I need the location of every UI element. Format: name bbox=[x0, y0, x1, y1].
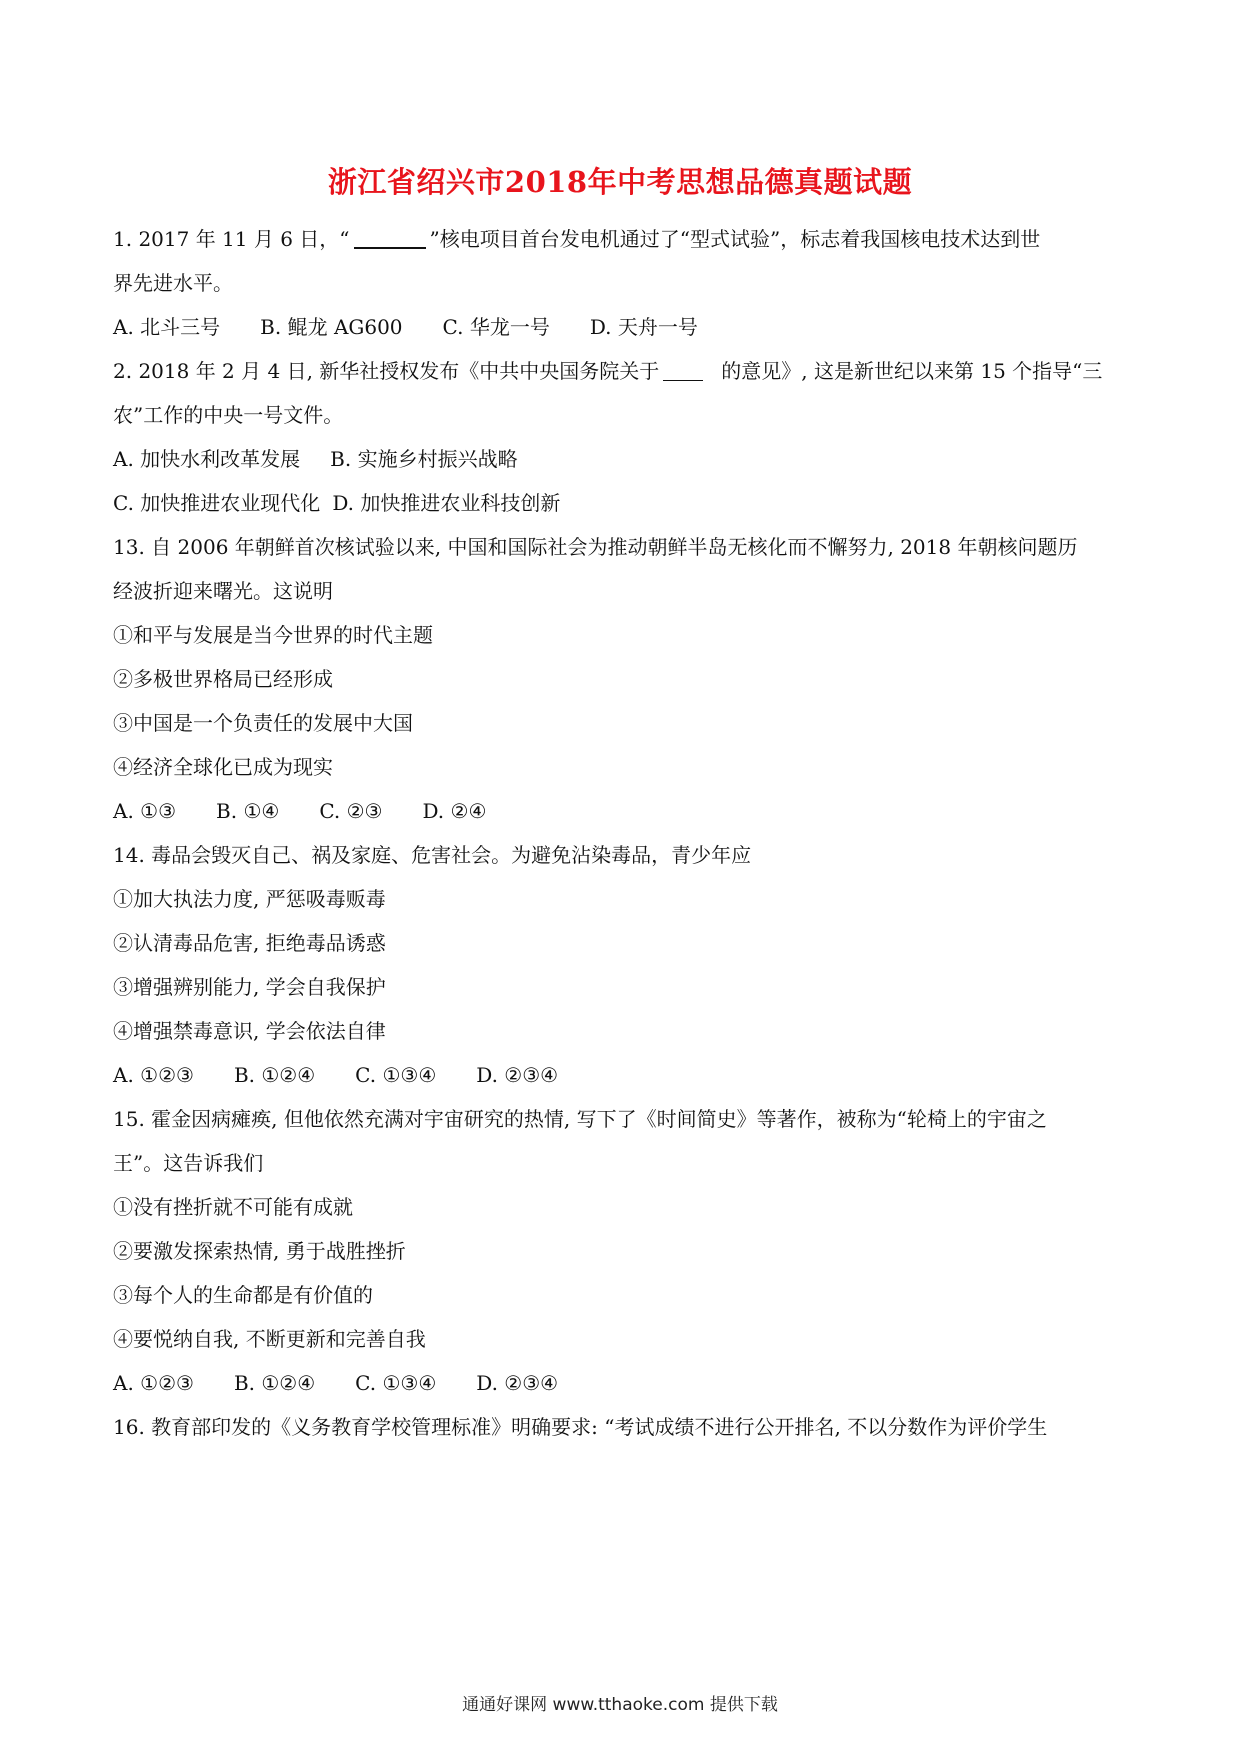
q13-item-2: ②多极世界格局已经形成 bbox=[113, 667, 333, 691]
q2-stem-line-2: 农”工作的中央一号文件。 bbox=[113, 403, 344, 427]
q14-item-1: ①加大执法力度, 严惩吸毒贩毒 bbox=[113, 887, 386, 911]
q14-option-b: B. ①②④ bbox=[233, 1063, 316, 1087]
q13-option-d: D. ②④ bbox=[422, 799, 487, 823]
q14-option-c: C. ①③④ bbox=[355, 1063, 437, 1087]
q2-option-c: C. 加快推进农业现代化 bbox=[113, 491, 321, 515]
q13-option-a: A. ①③ bbox=[113, 799, 177, 823]
q1-answer-blank bbox=[354, 227, 426, 249]
q15-stem-line-1: 15. 霍金因病瘫痪, 但他依然充满对宇宙研究的热情, 写下了《时间简史》等著作，被称为“轮椅上的宇宙之 bbox=[113, 1107, 1047, 1131]
q2-stem-part-a: 2. 2018 年 2 月 4 日, 新华社授权发布《中共中央国务院关于 bbox=[113, 359, 660, 383]
q13-options bbox=[113, 798, 486, 824]
q16-stem-line-1: 16. 教育部印发的《义务教育学校管理标准》明确要求: “考试成绩不进行公开排名, 不以分数作为评价学生 bbox=[113, 1415, 1048, 1439]
q15-options bbox=[113, 1370, 558, 1396]
q15-item-2: ②要激发探索热情, 勇于战胜挫折 bbox=[113, 1239, 406, 1263]
q2-option-b: B. 实施乡村振兴战略 bbox=[330, 447, 518, 471]
q13-item-1: ①和平与发展是当今世界的时代主题 bbox=[113, 623, 433, 647]
q14-options bbox=[113, 1062, 558, 1088]
q13-item-4: ④经济全球化已成为现实 bbox=[113, 755, 333, 779]
page-footer: 通通好课网 www.tthaoke.com 提供下载 bbox=[462, 1695, 778, 1715]
q1-option-c: C. 华龙一号 bbox=[442, 315, 550, 339]
q2-option-a: A. 加快水利改革发展 bbox=[113, 447, 301, 471]
q1-stem-part-a: 1. 2017 年 11 月 6 日，“ bbox=[113, 227, 350, 251]
q14-item-4: ④增强禁毒意识, 学会依法自律 bbox=[113, 1019, 386, 1043]
q1-options bbox=[113, 314, 698, 340]
q15-stem-line-2: 王”。这告诉我们 bbox=[113, 1151, 264, 1175]
q15-option-c: C. ①③④ bbox=[355, 1371, 437, 1395]
q1-option-a: A. 北斗三号 bbox=[113, 315, 221, 339]
q13-item-3: ③中国是一个负责任的发展中大国 bbox=[113, 711, 413, 735]
q2-option-d: D. 加快推进农业科技创新 bbox=[332, 491, 561, 515]
page-title: 浙江省绍兴市2018年中考思想品德真题试题 bbox=[327, 165, 913, 199]
q15-option-a: A. ①②③ bbox=[113, 1371, 194, 1395]
q1-stem-line-1 bbox=[113, 226, 1040, 252]
q14-option-d: D. ②③④ bbox=[476, 1063, 559, 1087]
q13-option-c: C. ②③ bbox=[319, 799, 383, 823]
q2-stem-line-1 bbox=[113, 358, 1102, 384]
q1-stem-line-2: 界先进水平。 bbox=[113, 271, 233, 295]
q2-options-row-2 bbox=[113, 490, 560, 516]
q14-item-3: ③增强辨别能力, 学会自我保护 bbox=[113, 975, 386, 999]
q14-stem-line-1: 14. 毒品会毁灭自己、祸及家庭、危害社会。为避免沾染毒品，青少年应 bbox=[113, 843, 752, 867]
q1-option-d: D. 天舟一号 bbox=[589, 315, 698, 339]
q14-option-a: A. ①②③ bbox=[113, 1063, 194, 1087]
q15-item-3: ③每个人的生命都是有价值的 bbox=[113, 1283, 373, 1307]
q1-option-b: B. 鲲龙 AG600 bbox=[260, 315, 403, 339]
q13-stem-line-1: 13. 自 2006 年朝鲜首次核试验以来, 中国和国际社会为推动朝鲜半岛无核化而不懈努力, 2018 年朝核问题历 bbox=[113, 535, 1078, 559]
q15-option-b: B. ①②④ bbox=[233, 1371, 316, 1395]
q13-option-b: B. ①④ bbox=[216, 799, 280, 823]
q2-answer-blank bbox=[663, 360, 703, 381]
q15-item-4: ④要悦纳自我, 不断更新和完善自我 bbox=[113, 1327, 426, 1351]
q14-item-2: ②认清毒品危害, 拒绝毒品诱惑 bbox=[113, 931, 386, 955]
q1-stem-part-b: ”核电项目首台发电机通过了“型式试验”，标志着我国核电技术达到世 bbox=[429, 227, 1041, 251]
q15-option-d: D. ②③④ bbox=[476, 1371, 559, 1395]
q2-stem-part-b: 的意见》, 这是新世纪以来第 15 个指导“三 bbox=[721, 359, 1103, 383]
q15-item-1: ①没有挫折就不可能有成就 bbox=[113, 1195, 353, 1219]
q13-stem-line-2: 经波折迎来曙光。这说明 bbox=[113, 579, 333, 603]
q2-options-row-1 bbox=[113, 446, 518, 472]
